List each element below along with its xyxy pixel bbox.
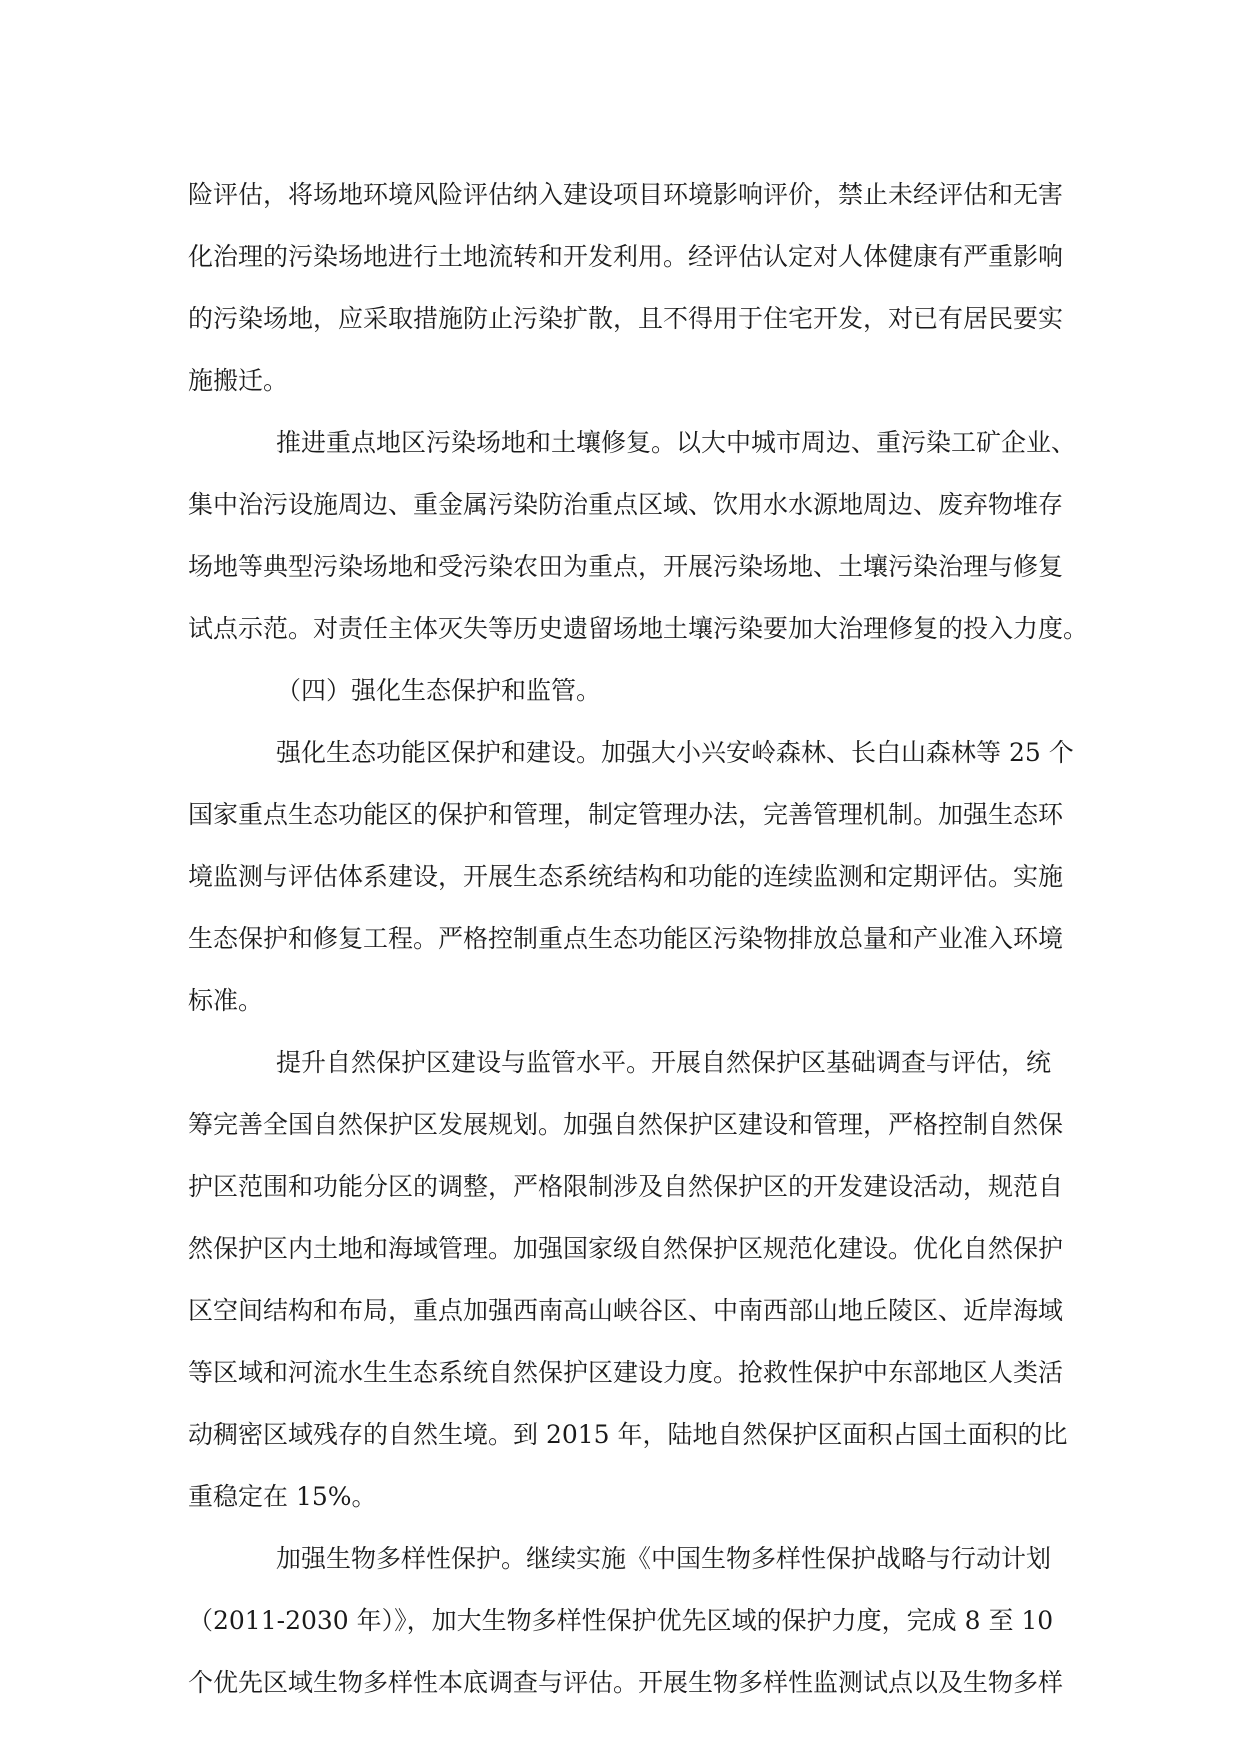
paragraph-line: 然保护区内土地和海域管理。加强国家级自然保护区规范化建设。优化自然保护 <box>188 1234 1064 1263</box>
paragraph-line: 推进重点地区污染场地和土壤修复。以大中城市周边、重污染工矿企业、 <box>276 428 1077 457</box>
paragraph-line: 场地等典型污染场地和受污染农田为重点，开展污染场地、土壤污染治理与修复 <box>188 552 1064 581</box>
paragraph-line: 化治理的污染场地进行土地流转和开发利用。经评估认定对人体健康有严重影响 <box>188 242 1064 271</box>
document-body <box>188 164 1089 1714</box>
paragraph-line: 境监测与评估体系建设，开展生态系统结构和功能的连续监测和定期评估。实施 <box>188 862 1064 891</box>
paragraph-line: 动稠密区域残存的自然生境。到 2015 年，陆地自然保护区面积占国土面积的比 <box>188 1420 1068 1449</box>
paragraph-line: 筹完善全国自然保护区发展规划。加强自然保护区建设和管理，严格控制自然保 <box>188 1110 1064 1139</box>
paragraph-line: 强化生态功能区保护和建设。加强大小兴安岭森林、长白山森林等 25 个 <box>276 738 1074 767</box>
paragraph-line: 试点示范。对责任主体灭失等历史遗留场地土壤污染要加大治理修复的投入力度。 <box>188 614 1089 643</box>
paragraph-line: 区空间结构和布局，重点加强西南高山峡谷区、中南西部山地丘陵区、近岸海域 <box>188 1296 1064 1325</box>
paragraph-line: （2011-2030 年）》，加大生物多样性保护优先区域的保护力度，完成 8 至 10 <box>188 1606 1054 1635</box>
paragraph-line: 的污染场地，应采取措施防止污染扩散，且不得用于住宅开发，对已有居民要实 <box>188 304 1064 333</box>
paragraph-line: 险评估，将场地环境风险评估纳入建设项目环境影响评价，禁止未经评估和无害 <box>188 180 1064 209</box>
paragraph-line: 标准。 <box>188 986 264 1015</box>
section-heading: （四）强化生态保护和监管。 <box>276 676 602 705</box>
paragraph-line: 提升自然保护区建设与监管水平。开展自然保护区基础调查与评估，统 <box>276 1048 1052 1077</box>
paragraph-line: 加强生物多样性保护。继续实施《中国生物多样性保护战略与行动计划 <box>276 1544 1052 1573</box>
paragraph-line: 施搬迁。 <box>188 366 289 395</box>
paragraph-line: 重稳定在 15%。 <box>188 1482 377 1511</box>
paragraph-line: 国家重点生态功能区的保护和管理，制定管理办法，完善管理机制。加强生态环 <box>188 800 1064 829</box>
paragraph-line: 生态保护和修复工程。严格控制重点生态功能区污染物排放总量和产业准入环境 <box>188 924 1064 953</box>
paragraph-line: 个优先区域生物多样性本底调查与评估。开展生物多样性监测试点以及生物多样 <box>188 1668 1064 1697</box>
paragraph-line: 护区范围和功能分区的调整，严格限制涉及自然保护区的开发建设活动，规范自 <box>188 1172 1064 1201</box>
paragraph-line: 等区域和河流水生生态系统自然保护区建设力度。抢救性保护中东部地区人类活 <box>188 1358 1064 1387</box>
paragraph-line: 集中治污设施周边、重金属污染防治重点区域、饮用水水源地周边、废弃物堆存 <box>188 490 1064 519</box>
